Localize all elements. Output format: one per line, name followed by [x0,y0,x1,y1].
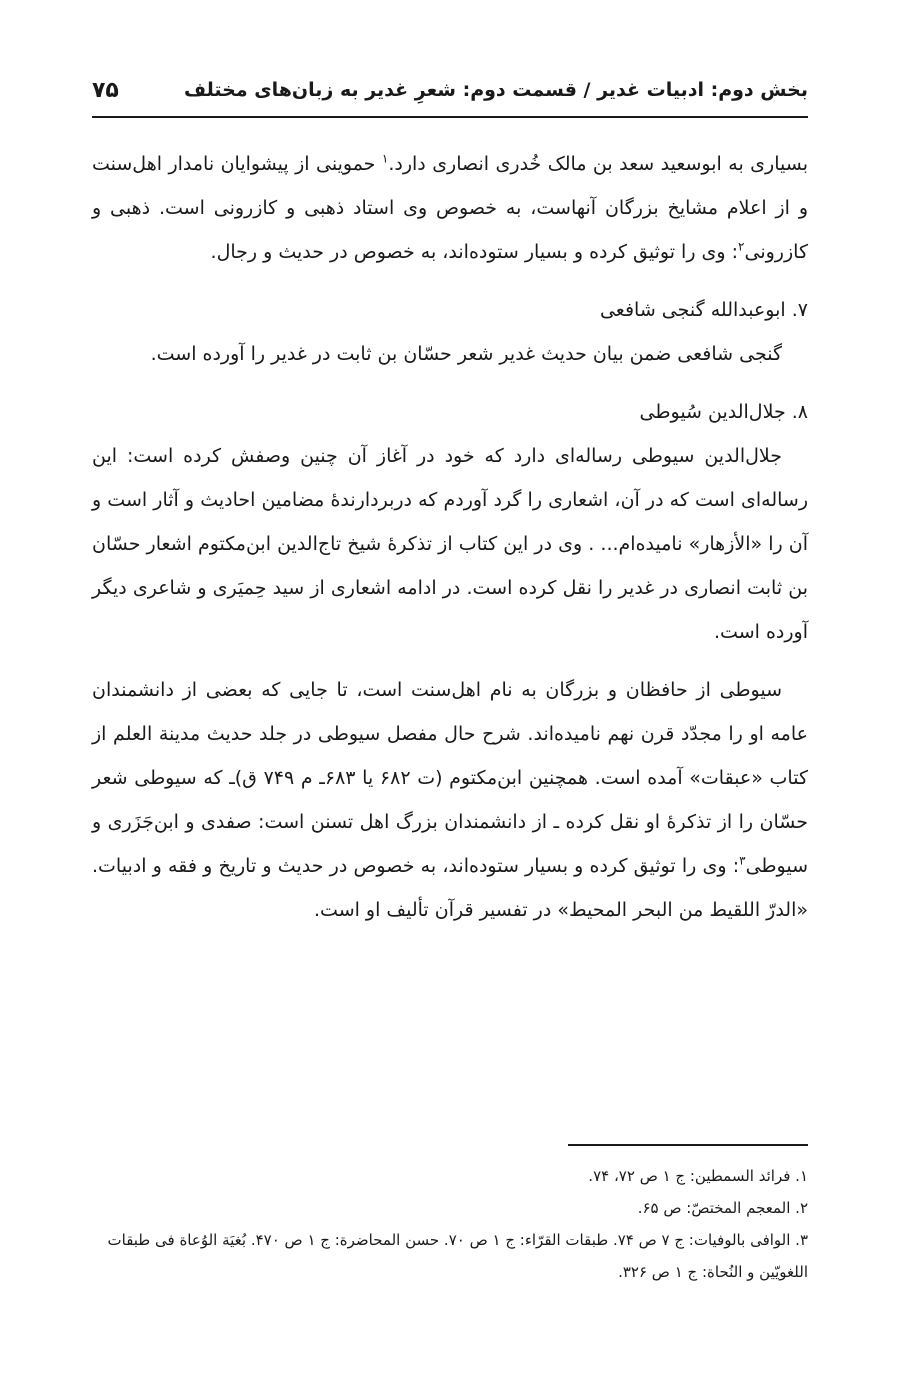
paragraph-hamawini [92,142,808,274]
paragraph-text: حموینی از پیشوایان نامدار اهل‌سنت و از اعلام مشایخ بزرگان آنهاست، به خصوص وی استاد ذهبی و کازرونی است. ذهبی و کازرونی [92,153,808,263]
paragraph-text: : وی را توثیق کرده و بسیار ستوده‌اند، به خصوص در حدیث و رجال. [210,241,739,263]
footnote-divider [568,1144,808,1146]
footnote-3: ۳. الوافی بالوفیات: ج ۷ ص ۷۴. طبقات القرّاء: ج ۱ ص ۷۰. حسن المحاضرة: ج ۱ ص ۴۷۰. بُغیَة الوُعاة فی طبقات اللغویّین و النُحاة: ج ۱ ص ۳۲۶. [107,1231,808,1281]
running-title: بخش دوم: ادبیات غدیر / قسمت دوم: شعرِ غدیر به زبان‌های مختلف [183,79,808,101]
section-heading-7: ۷. ابوعبدالله گنجی شافعی [599,299,808,321]
footnote-ref-3[interactable]: ۳ [739,853,746,868]
footnote-1: ۱. فرائد السمطین: ج ۱ ص ۷۲، ۷۴. [588,1167,808,1185]
paragraph-ganji: گنجی شافعی ضمن بیان حدیث غدیر شعر حسّان بن ثابت در غدیر را آورده است. [150,343,782,365]
footnote-ref-1[interactable]: ۱ [381,151,389,166]
footnote-ref-2[interactable]: ۲ [738,239,745,254]
paragraph-text: بسیاری به ابوسعید سعد بن مالک خُدری انصاری دارد. [388,153,808,175]
paragraph-suyuti-bio [92,668,808,932]
book-page [92,0,808,1390]
paragraph-suyuti-risala: جلال‌الدین سیوطی رساله‌ای دارد که خود در آغاز آن چنین وصفش کرده است: این رساله‌ای است که در آن، اشعاری را گرد آوردم که دربردارندهٔ مضامین احادیث و آثار است و آن را «الأزهار» نامیده‌ام... . وی در این کتاب از تذکرهٔ شیخ تاج‌الدین ابن‌مکتوم اشعار حسّان بن ثابت انصاری در غدیر را نقل کرده است. در ادامه اشعاری از سید حِمیَری و شاعری دیگر آورده است. [92,445,808,643]
page-body [92,142,808,932]
page-header [92,70,808,110]
section-heading-8: ۸. جلال‌الدین سُیوطی [639,401,808,423]
paragraph-text: سیوطی از حافظان و بزرگان به نام اهل‌سنت است، تا جایی که بعضی از دانشمندان عامه او را مجدّد قرن نهم نامیده‌اند. شرح حال مفصل سیوطی در جلد حدیث مدینة العلم از کتاب «عبقات» آمده است. همچنین ابن‌مکتوم (ت ۶۸۲ یا ۶۸۳ـ م ۷۴۹ ق)ـ که سیوطی شعر حسّان را از تذکرهٔ او نقل کرده ـ از دانشمندان بزرگ اهل تسنن است: صفدی و ابن‌جَزَری و سیوطی [92,679,808,877]
paragraph-text: : وی را توثیق کرده و بسیار ستوده‌اند، به خصوص در حدیث و تاریخ و فقه و ادبیات. «الدرّ اللقیط من البحر المحیط» در تفسیر قرآن تألیف او است. [92,855,808,921]
header-divider [92,116,808,118]
page-number: ۷۵ [92,77,119,103]
footnotes [92,1160,808,1288]
footnote-2: ۲. المعجم المختصّ: ص ۶۵. [637,1199,808,1217]
